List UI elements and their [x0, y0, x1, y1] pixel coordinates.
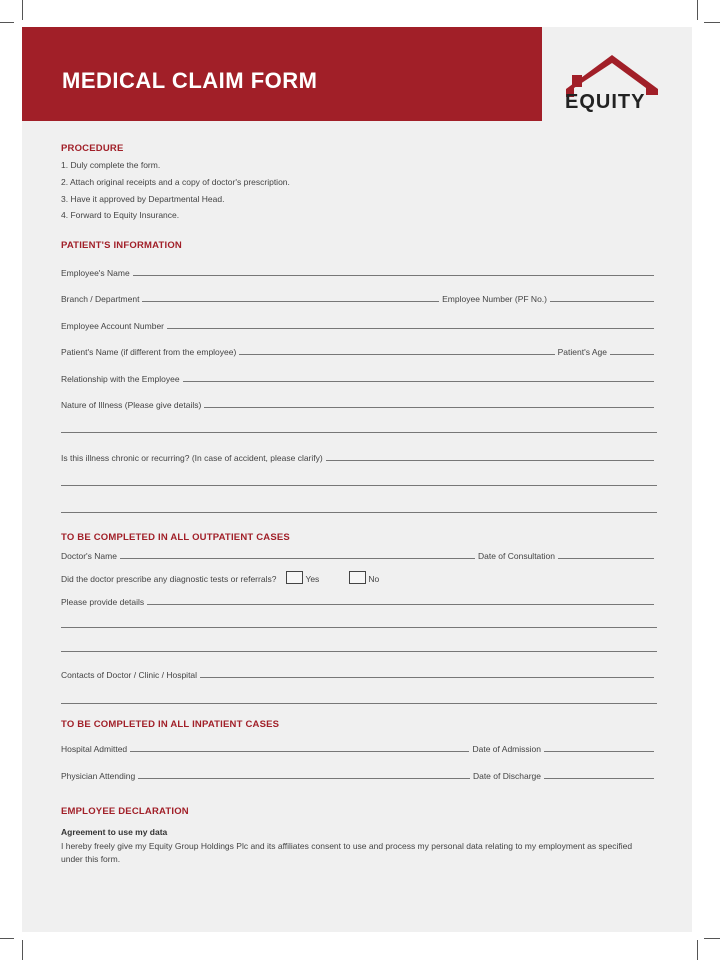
patient-age-label: Patient's Age: [557, 347, 607, 357]
crop-mark: [0, 22, 14, 23]
admission-date-field[interactable]: [544, 750, 654, 752]
procedure-step: 4. Forward to Equity Insurance.: [61, 210, 180, 220]
doctor-name-label: Doctor's Name: [61, 551, 117, 561]
crop-mark: [704, 938, 720, 939]
chronic-label: Is this illness chronic or recurring? (In case of accident, please clarify): [61, 453, 323, 463]
form-title: MEDICAL CLAIM FORM: [62, 68, 318, 93]
no-checkbox[interactable]: [349, 571, 366, 584]
branch-row: [61, 290, 657, 304]
physician-label: Physician Attending: [61, 771, 136, 781]
chronic-extra-line[interactable]: [61, 485, 657, 486]
employee-name-label: Employee's Name: [61, 268, 130, 278]
employee-number-field[interactable]: [550, 300, 654, 302]
crop-mark: [697, 940, 698, 960]
illness-extra-line[interactable]: [61, 432, 657, 433]
relationship-row: [61, 370, 657, 384]
details-row: [61, 593, 657, 607]
branch-field[interactable]: [142, 300, 439, 302]
physician-field[interactable]: [138, 777, 470, 779]
title-banner: [22, 27, 542, 121]
form-sheet: [22, 27, 692, 932]
crop-mark: [704, 22, 720, 23]
consultation-date-label: Date of Consultation: [477, 551, 555, 561]
details-label: Please provide details: [61, 597, 145, 607]
procedure-heading: PROCEDURE: [61, 143, 124, 154]
yes-checkbox[interactable]: [286, 571, 303, 584]
declaration-heading: EMPLOYEE DECLARATION: [61, 806, 189, 817]
inpatient-heading: TO BE COMPLETED IN ALL INPATIENT CASES: [61, 719, 280, 730]
diagnostic-row: [61, 570, 657, 584]
account-number-row: [61, 317, 657, 331]
employee-name-field[interactable]: [133, 274, 654, 276]
brand-name: EQUITY: [565, 91, 646, 113]
procedure-step: 2. Attach original receipts and a copy of doctor's prescription.: [61, 177, 290, 187]
crop-mark: [22, 0, 23, 20]
declaration-text: I hereby freely give my Equity Group Holdings Plc and its affiliates consent to use and process my personal data relating to my employment as specified under this form.: [61, 841, 633, 864]
patient-name-field[interactable]: [239, 353, 554, 355]
contacts-field[interactable]: [200, 676, 654, 678]
doctor-name-field[interactable]: [120, 557, 475, 559]
patient-name-label: Patient's Name (if different from the employee): [61, 347, 237, 357]
illness-label: Nature of Illness (Please give details): [61, 400, 202, 410]
chronic-row: [61, 449, 657, 463]
declaration-subtitle: Agreement to use my data: [61, 827, 168, 837]
details-extra-line[interactable]: [61, 627, 657, 628]
contacts-extra-line[interactable]: [61, 703, 657, 704]
procedure-step: 1. Duly complete the form.: [61, 160, 161, 170]
patient-info-heading: PATIENT'S INFORMATION: [61, 240, 182, 251]
crop-mark: [0, 938, 14, 939]
hospital-row: [61, 740, 657, 754]
contacts-label: Contacts of Doctor / Clinic / Hospital: [61, 670, 198, 680]
outpatient-heading: TO BE COMPLETED IN ALL OUTPATIENT CASES: [61, 532, 290, 543]
crop-mark: [22, 940, 23, 960]
admission-date-label: Date of Admission: [472, 744, 541, 754]
illness-row: [61, 396, 657, 410]
no-label: No: [368, 574, 380, 584]
hospital-field[interactable]: [130, 750, 469, 752]
details-extra-line[interactable]: [61, 651, 657, 652]
contacts-row: [61, 666, 657, 680]
illness-field[interactable]: [204, 406, 654, 408]
branch-label: Branch / Department: [61, 294, 140, 304]
patient-name-row: [61, 343, 657, 357]
relationship-label: Relationship with the Employee: [61, 374, 180, 384]
consultation-date-field[interactable]: [558, 557, 654, 559]
yes-label: Yes: [305, 574, 320, 584]
doctor-name-row: [61, 547, 657, 561]
relationship-field[interactable]: [183, 380, 654, 382]
physician-row: [61, 767, 657, 781]
details-field[interactable]: [147, 603, 654, 605]
chronic-extra-line[interactable]: [61, 512, 657, 513]
hospital-label: Hospital Admitted: [61, 744, 128, 754]
discharge-date-field[interactable]: [544, 777, 654, 779]
crop-mark: [697, 0, 698, 20]
procedure-step: 3. Have it approved by Departmental Head.: [61, 194, 225, 204]
patient-age-field[interactable]: [610, 353, 654, 355]
discharge-date-label: Date of Discharge: [472, 771, 541, 781]
account-number-field[interactable]: [167, 327, 654, 329]
chronic-field[interactable]: [326, 459, 654, 461]
account-number-label: Employee Account Number: [61, 321, 164, 331]
employee-number-label: Employee Number (PF No.): [442, 294, 547, 304]
employee-name-row: [61, 264, 657, 278]
diagnostic-question: Did the doctor prescribe any diagnostic tests or referrals?: [61, 574, 277, 584]
